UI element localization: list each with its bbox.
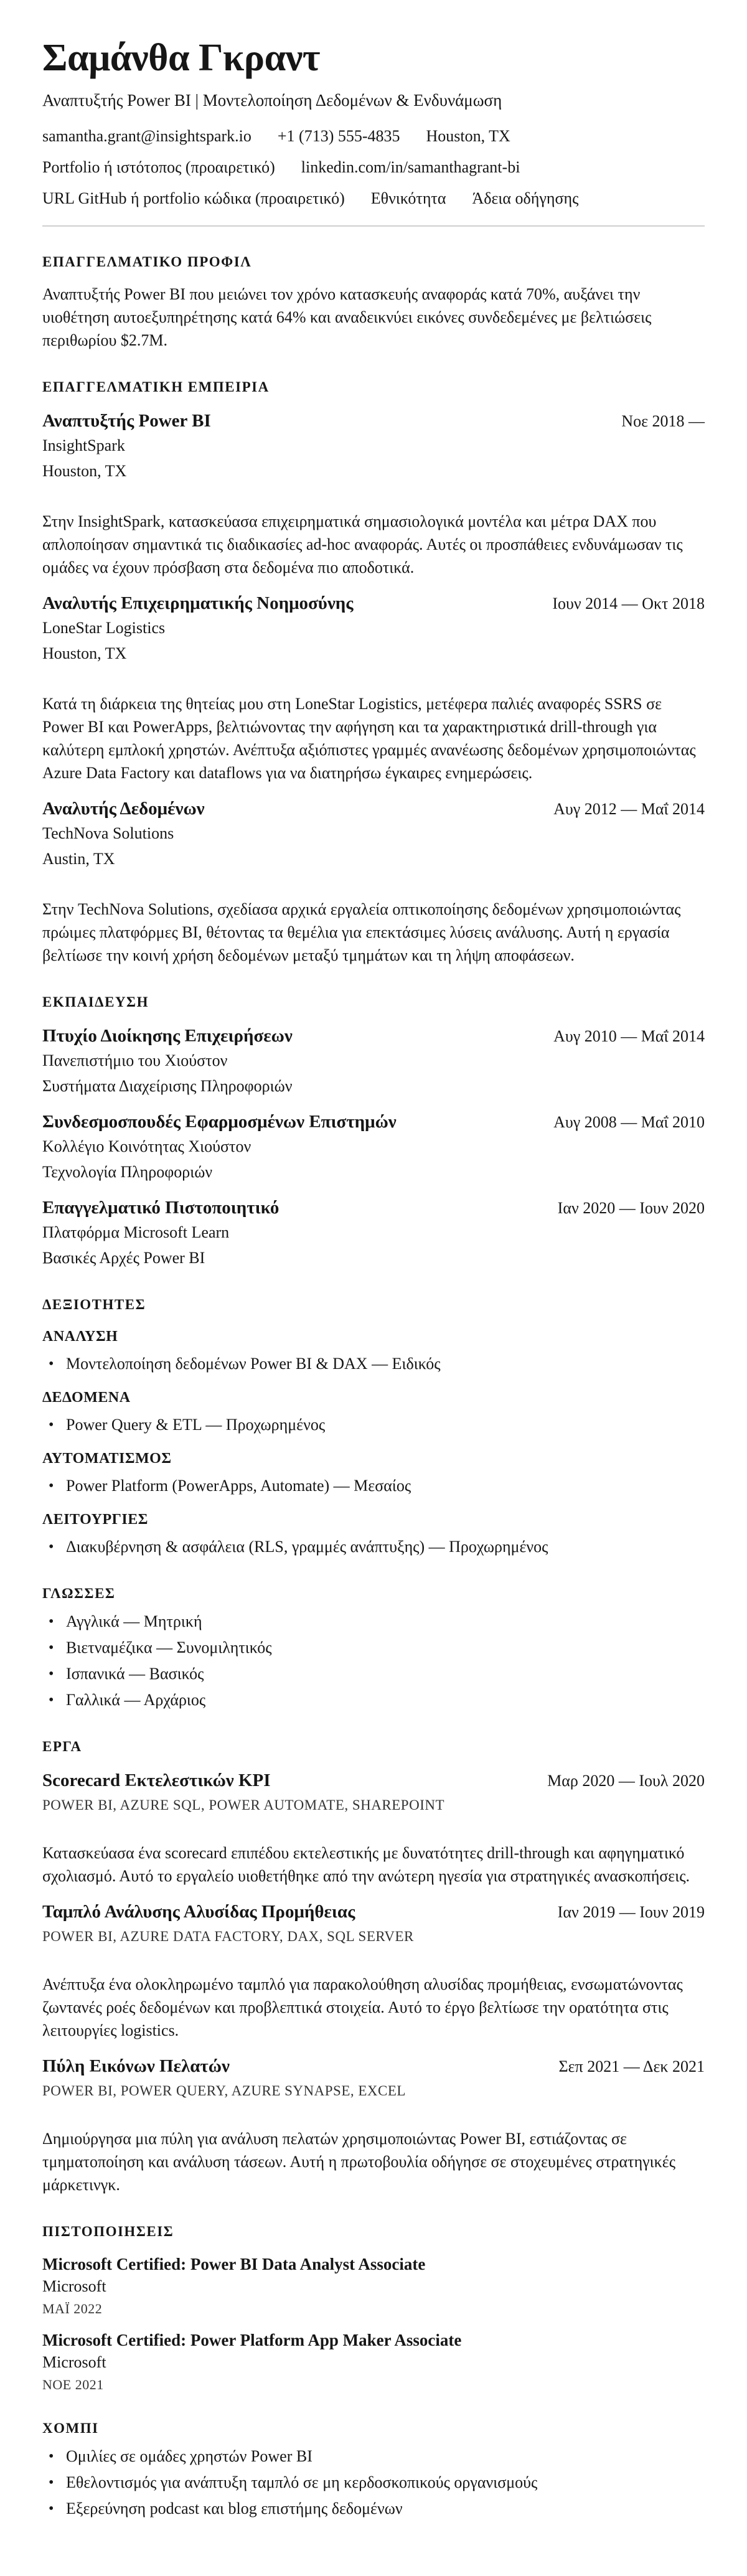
school-name: Κολλέγιο Κοινότητας Χιούστον [42, 1137, 251, 1155]
certification-title: Microsoft Certified: Power BI Data Analyst Associate [42, 2255, 426, 2273]
contact-row-3 [42, 188, 705, 209]
certification-entry [42, 2254, 705, 2317]
education-header-row [42, 1110, 705, 1134]
project-header-row [42, 2054, 705, 2079]
header-divider [42, 225, 705, 227]
language-item: • Γαλλικά — Αρχάριος [42, 1689, 705, 1711]
section-title-hobbies: ΧΟΜΠΙ [42, 2420, 99, 2436]
field-of-study: Τεχνολογία Πληροφοριών [42, 1163, 213, 1181]
skill-item: • Διακυβέρνηση & ασφάλεια (RLS, γραμμές ανάπτυξης) — Προχωρημένος [42, 1536, 705, 1558]
job-header-row [42, 591, 705, 616]
location-text: Houston, TX [426, 127, 510, 145]
hobby-item: • Εξερεύνηση podcast και blog επιστήμης δεδομένων [42, 2498, 705, 2520]
project-description: Δημιούργησα μια πύλη για ανάλυση πελατών χρησιμοποιώντας Power BI, εστιάζοντας σε τμηματοποίηση και ανάλυση τάσεων. Αυτή η πρωτοβουλία οδήγησε σε στοχευμένες στρατηγικές μάρκετινγκ. [42, 2130, 675, 2194]
phone-text: +1 (713) 555-4835 [277, 127, 400, 145]
section-title-certifications: ΠΙΣΤΟΠΟΙΗΣΕΙΣ [42, 2224, 174, 2239]
job-location: Austin, TX [42, 850, 115, 868]
job-title: Αναπτυξτής Power BI [42, 411, 211, 431]
education-header-row [42, 1196, 705, 1220]
project-title: Scorecard Εκτελεστικών KPI [42, 1770, 271, 1790]
project-tags: POWER BI, AZURE SQL, POWER AUTOMATE, SHAREPOINT [42, 1797, 445, 1813]
degree-title: Συνδεσμοσπουδές Εφαρμοσμένων Επιστημών [42, 1112, 397, 1132]
job-entry [42, 409, 705, 579]
job-header-row [42, 797, 705, 821]
certification-issuer: Microsoft [42, 2277, 106, 2295]
driving-license-placeholder-text: Άδεια οδήγησης [472, 189, 579, 207]
skill-category: ΔΕΔΟΜΕΝΑ [42, 1389, 131, 1406]
project-description: Κατασκεύασα ένα scorecard επιπέδου εκτελεστικής με δυνατότητες drill-through και αφηγηματικό σχολιασμό. Αυτό το εργαλείο υιοθετήθηκε από την ανώτερη ηγεσία για στρατηγικές ανασκοπήσεις. [42, 1844, 690, 1885]
hobby-item: • Ομιλίες σε ομάδες χρηστών Power BI [42, 2445, 705, 2468]
education-header-row [42, 1024, 705, 1048]
project-description: Ανέπτυξα ένα ολοκληρωμένο ταμπλό για παρακολούθηση αλυσίδας προμήθειας, ενσωματώνοντας ζωντανές ροές δεδομένων και προβλεπτικά στοιχεία. Αυτό το έργο βελτίωσε την ορατότητα στις λειτουργίες logistics. [42, 1975, 683, 2039]
job-description: Στην InsightSpark, κατασκεύασα επιχειρηματικά σημασιολογικά μοντέλα και μέτρα DAX που απλοποίησαν σημαντικά τις διαδικασίες ad-hoc αναφοράς. Αυτές οι προσπάθειες ενδυνάμωσαν τις ομάδες να έχουν πρόσβαση στα δεδομένα πιο αποδοτικά. [42, 512, 683, 576]
job-location: Houston, TX [42, 462, 127, 480]
project-dates: Μαρ 2020 — Ιουλ 2020 [547, 1772, 705, 1790]
job-company: LoneStar Logistics [42, 619, 166, 637]
language-item: • Αγγλικά — Μητρική [42, 1610, 705, 1633]
email-text: samantha.grant@insightspark.io [42, 127, 251, 145]
education-entry [42, 1024, 705, 1098]
language-item: • Ισπανικά — Βασικός [42, 1663, 705, 1685]
job-company: InsightSpark [42, 436, 125, 454]
school-name: Πανεπιστήμιο του Χιούστον [42, 1051, 228, 1069]
project-tags: POWER BI, AZURE DATA FACTORY, DAX, SQL SERVER [42, 1929, 414, 1944]
job-company: TechNova Solutions [42, 824, 174, 842]
certification-date: ΝΟΕ 2021 [42, 2377, 104, 2392]
education-entry [42, 1196, 705, 1269]
education-dates: Αυγ 2010 — Μαΐ 2014 [553, 1027, 705, 1045]
nationality-placeholder-text: Εθνικότητα [370, 189, 446, 207]
section-title-experience: ΕΠΑΓΓΕΛΜΑΤΙΚΗ ΕΜΠΕΙΡΙΑ [42, 379, 270, 395]
language-item: • Βιετναμέζικα — Συνομιλητικός [42, 1637, 705, 1659]
github-placeholder-text: URL GitHub ή portfolio κώδικα (προαιρετικό) [42, 189, 345, 207]
certification-issuer: Microsoft [42, 2353, 106, 2371]
degree-title: Πτυχίο Διοίκησης Επιχειρήσεων [42, 1026, 293, 1046]
job-entry [42, 591, 705, 784]
section-title-education: ΕΚΠΑΙΔΕΥΣΗ [42, 994, 149, 1010]
project-dates: Ιαν 2019 — Ιουν 2019 [557, 1903, 705, 1921]
job-location: Houston, TX [42, 644, 127, 662]
skill-category: ΑΥΤΟΜΑΤΙΣΜΟΣ [42, 1450, 172, 1467]
job-title: Αναλυτής Επιχειρηματικής Νοημοσύνης [42, 593, 354, 613]
job-dates: Ιουν 2014 — Οκτ 2018 [552, 595, 705, 613]
degree-title: Επαγγελματικό Πιστοποιητικό [42, 1198, 280, 1218]
project-title: Ταμπλό Ανάλυσης Αλυσίδας Προμήθειας [42, 1902, 355, 1922]
job-header-row [42, 409, 705, 433]
project-header-row [42, 1769, 705, 1793]
candidate-name: Σαμάνθα Γκραντ [42, 37, 320, 79]
education-dates: Αυγ 2008 — Μαΐ 2010 [553, 1113, 705, 1131]
project-entry [42, 1769, 705, 1887]
skill-category: ΑΝΑΛΥΣΗ [42, 1328, 118, 1345]
contact-block [42, 126, 705, 209]
project-tags: POWER BI, POWER QUERY, AZURE SYNAPSE, EXCEL [42, 2083, 406, 2099]
project-entry [42, 2054, 705, 2196]
profile-summary: Αναπτυξτής Power BI που μειώνει τον χρόνο κατασκευής αναφοράς κατά 70%, αυξάνει την υιοθέτηση αυτοεξυπηρέτησης κατά 64% και αναδεικνύει εικόνες συνδεδεμένες με βελτιώσεις περιθωρίου $2.7M. [42, 285, 652, 349]
job-description: Κατά τη διάρκεια της θητείας μου στη LoneStar Logistics, μετέφερα παλιές αναφορές SSRS σε Power BI και PowerApps, βελτιώνοντας την αφήγηση και τα χαρακτηριστικά drill-through για καλύτερη εμπλοκή χρηστών. Ανέπτυξα αξιόπιστες γραμμές ανανέωσης δεδομένων χρησιμοποιώντας Azure Data Factory και dataflows για να διατηρήσω έγκαιρες ενημερώσεις. [42, 695, 696, 782]
certification-title: Microsoft Certified: Power Platform App Maker Associate [42, 2331, 462, 2349]
job-dates: Αυγ 2012 — Μαΐ 2014 [553, 800, 705, 818]
contact-row-2 [42, 157, 705, 178]
field-of-study: Βασικές Αρχές Power BI [42, 1249, 205, 1267]
project-header-row [42, 1900, 705, 1924]
section-title-skills: ΔΕΞΙΟΤΗΤΕΣ [42, 1297, 146, 1312]
project-dates: Σεπ 2021 — Δεκ 2021 [558, 2057, 705, 2075]
candidate-tagline: Αναπτυξτής Power BI | Μοντελοποίηση Δεδομένων & Ενδυνάμωση [42, 91, 502, 110]
certification-date: ΜΑΪ 2022 [42, 2301, 103, 2316]
field-of-study: Συστήματα Διαχείρισης Πληροφοριών [42, 1077, 293, 1095]
school-name: Πλατφόρμα Microsoft Learn [42, 1223, 230, 1241]
skill-item: • Μοντελοποίηση δεδομένων Power BI & DAX — Ειδικός [42, 1353, 705, 1375]
skill-category: ΛΕΙΤΟΥΡΓΙΕΣ [42, 1511, 148, 1528]
section-title-projects: ΕΡΓΑ [42, 1739, 82, 1754]
job-title: Αναλυτής Δεδομένων [42, 799, 205, 819]
education-dates: Ιαν 2020 — Ιουν 2020 [557, 1199, 705, 1217]
certification-entry [42, 2329, 705, 2393]
skill-item: • Power Platform (PowerApps, Automate) — Μεσαίος [42, 1475, 705, 1497]
education-entry [42, 1110, 705, 1183]
skill-item: • Power Query & ETL — Προχωρημένος [42, 1414, 705, 1436]
section-title-profile: ΕΠΑΓΓΕΛΜΑΤΙΚΟ ΠΡΟΦΙΛ [42, 254, 252, 270]
hobby-item: • Εθελοντισμός για ανάπτυξη ταμπλό σε μη κερδοσκοπικούς οργανισμούς [42, 2471, 705, 2494]
project-entry [42, 1900, 705, 2042]
section-title-languages: ΓΛΩΣΣΕΣ [42, 1586, 116, 1601]
project-title: Πύλη Εικόνων Πελατών [42, 2056, 230, 2076]
job-entry [42, 797, 705, 967]
job-description: Στην TechNova Solutions, σχεδίασα αρχικά εργαλεία οπτικοποίησης δεδομένων χρησιμοποιώντας πρώιμες πλατφόρμες BI, θέτοντας τα θεμέλια για επεκτάσιμες λύσεις ανάλυσης. Αυτή η εργασία βελτίωσε την κοινή χρήση δεδομένων μεταξύ τμημάτων και τη λήψη αποφάσεων. [42, 900, 681, 964]
linkedin-text: linkedin.com/in/samanthagrant-bi [301, 158, 520, 176]
job-dates: Νοε 2018 — [621, 412, 705, 430]
portfolio-placeholder-text: Portfolio ή ιστότοπος (προαιρετικό) [42, 158, 275, 176]
contact-row-1 [42, 126, 705, 147]
